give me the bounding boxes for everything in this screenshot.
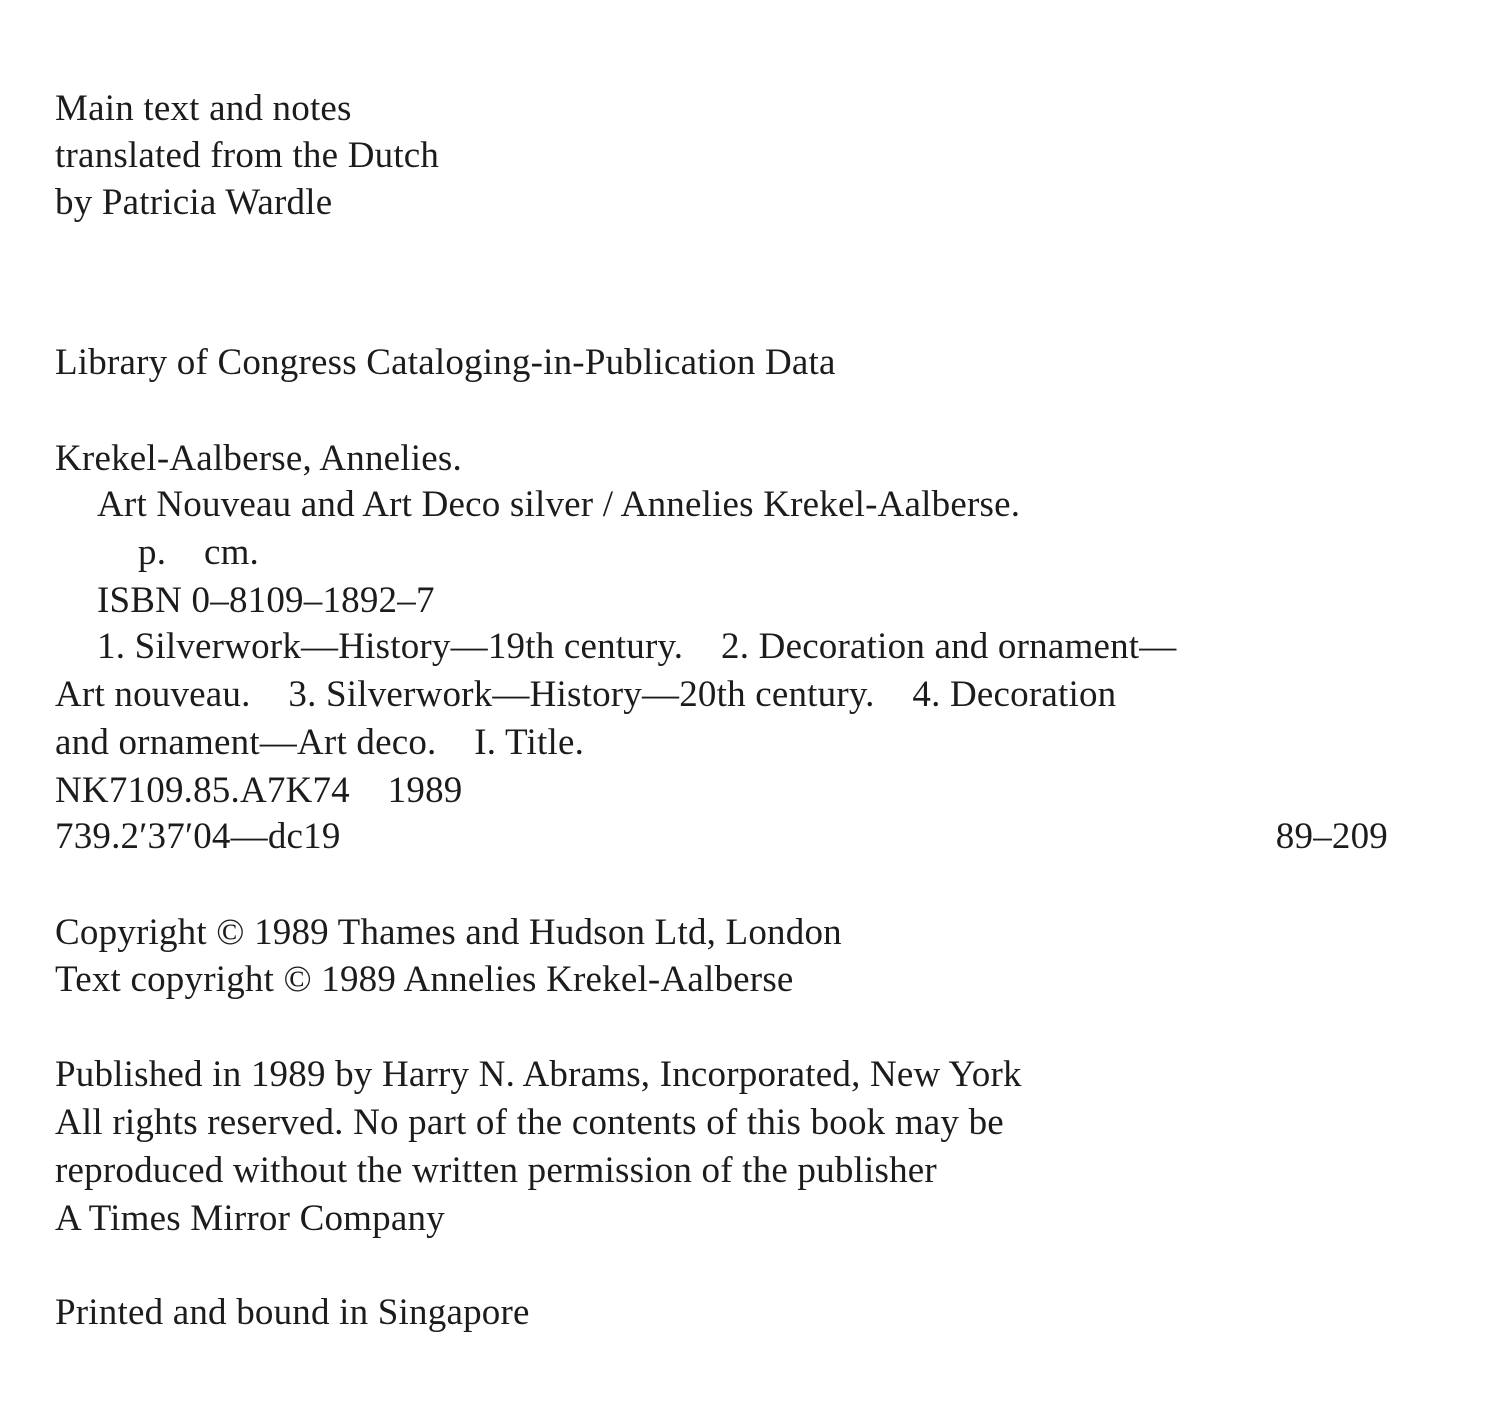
translation-line-1: Main text and notes xyxy=(55,88,352,129)
cip-title-statement: Art Nouveau and Art Deco silver / Annelies Krekel-Aalberse. xyxy=(97,484,1021,525)
copyright-line-1: Copyright © 1989 Thames and Hudson Ltd, London xyxy=(55,912,842,953)
publisher-line-4: A Times Mirror Company xyxy=(55,1198,445,1239)
cip-lccn: 89–209 xyxy=(1275,816,1388,857)
cip-subjects-line-1: 1. Silverwork—History—19th century. 2. Decoration and ornament— xyxy=(97,626,1177,667)
copyright-line-2: Text copyright © 1989 Annelies Krekel-Aalberse xyxy=(55,959,794,1000)
translation-line-2: translated from the Dutch xyxy=(55,135,440,176)
cip-dewey-classification: 739.2′37′04—dc19 xyxy=(55,816,341,857)
translation-line-3: by Patricia Wardle xyxy=(55,182,333,223)
cip-subjects-line-2: Art nouveau. 3. Silverwork—History—20th century. 4. Decoration xyxy=(55,674,1117,715)
cip-heading: Library of Congress Cataloging-in-Publication Data xyxy=(55,342,836,383)
cip-isbn: ISBN 0–8109–1892–7 xyxy=(97,580,435,621)
printing-line: Printed and bound in Singapore xyxy=(55,1292,530,1333)
publisher-line-2: All rights reserved. No part of the contents of this book may be xyxy=(55,1102,1004,1143)
cip-subjects-line-3: and ornament—Art deco. I. Title. xyxy=(55,722,585,763)
cip-lc-classification: NK7109.85.A7K74 1989 xyxy=(55,770,463,811)
publisher-line-3: reproduced without the written permission of the publisher xyxy=(55,1150,937,1191)
cip-physical-description: p. cm. xyxy=(138,532,260,573)
cip-author: Krekel-Aalberse, Annelies. xyxy=(55,438,462,479)
publisher-line-1: Published in 1989 by Harry N. Abrams, Incorporated, New York xyxy=(55,1054,1022,1095)
